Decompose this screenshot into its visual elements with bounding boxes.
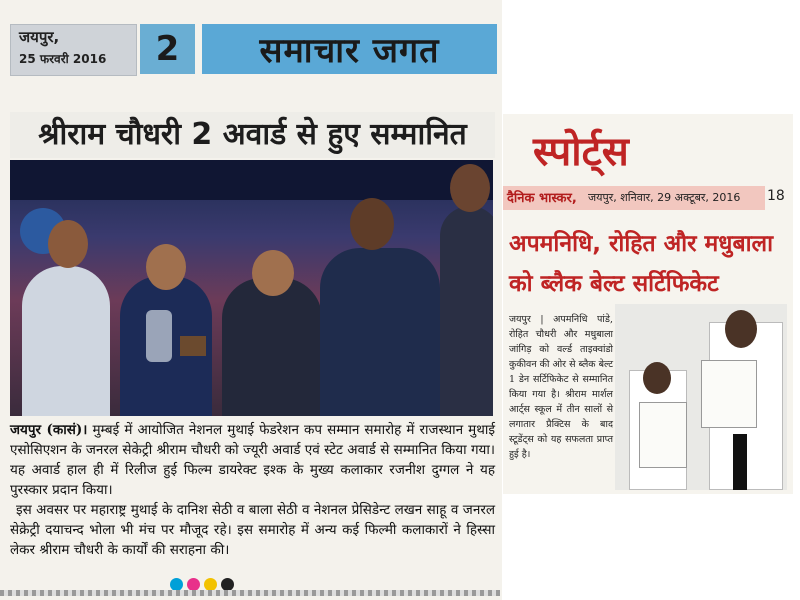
sports-headline: अपमनिधि, रोहित और मधुबाला को ब्लैक बेल्ट सर्टिफिकेट [509, 231, 774, 297]
newspaper-clipping-sports [503, 114, 793, 494]
bottom-rule [0, 590, 500, 596]
award-plaque [180, 336, 206, 356]
person-head [252, 250, 294, 296]
trophy-icon [146, 310, 172, 362]
paragraph-2: इस अवसर पर महाराष्ट्र मुथाई के दानिश सेठी व बाला सेठी व नेशनल प्रेसिडेन्ट लखन साहू व जनरल सेक्रेट्री दयाचन्द भोला भी मंच पर मौजूद रहे। इस समारोह में अन्य कई फिल्मी कलाकारों ने हिस्सा लेकर श्रीराम चौधरी के कार्यों की सराहना की। [10, 502, 495, 558]
person-figure [222, 278, 322, 416]
black-belt-photo [615, 304, 787, 490]
page-number: 2 [140, 24, 195, 74]
sports-article-body: जयपुर | अपमनिधि पांडे, रोहित चौधरी और मधुबाला जांगिड़ को वर्ल्ड ताइक्वांडो कुकीवन की ओर से ब्लैक बेल्ट 1 डेन सर्टिफिकेट से सम्मानित किया गया है। श्रीराम मार्शल आर्ट्स स्कूल में तीन सालों से लगातार प्रैक्टिस के बाद स्टूडेंट्स को यह सफलता प्राप्त हुई है। [509, 314, 613, 460]
student-head [725, 310, 757, 348]
person-figure [22, 266, 110, 416]
dateline: जयपुर, शनिवार, 29 अक्टूबर, 2016 [588, 191, 741, 204]
masthead-date-box [10, 24, 137, 76]
certificate [639, 402, 687, 468]
person-figure [320, 248, 440, 416]
sports-dateline-bar [503, 186, 765, 210]
person-head [48, 220, 88, 268]
masthead [0, 10, 502, 82]
student-head [643, 362, 671, 394]
person-head [146, 244, 186, 290]
person-head [350, 198, 394, 250]
masthead-city: जयपुर, [19, 28, 60, 46]
sports-page-number: 18 [767, 188, 785, 204]
paragraph-1 [10, 420, 495, 500]
person-head [450, 164, 490, 212]
article-lead: जयपुर (कासं)। [10, 422, 88, 438]
black-belt [733, 434, 747, 490]
sports-section-title: स्पोर्ट्स [533, 129, 629, 175]
paper-name: दैनिक भास्कर, [507, 191, 577, 206]
person-figure [440, 206, 493, 416]
award-ceremony-photo [10, 160, 493, 416]
masthead-date: 25 फरवरी 2016 [19, 52, 107, 66]
section-title: समाचार जगत [202, 24, 497, 74]
paragraph-1-text: मुम्बई में आयोजित नेशनल मुथाई फेडरेशन कप सम्मान समारोह में राजस्थान मुथाई एसोसिएशन के जनरल सेकेट्री श्रीराम चौधरी को ज्यूरी अवार्ड एवं स्टेट अवार्ड से सम्मानित किया गया। यह अवार्ड हाल ही में रिलीज हुई फिल्म डायरेक्ट इश्क के मुख्य कलाकार रजनीश दुग्गल ने यह पुरस्कार प्रदान किया। [10, 422, 496, 498]
article-body [10, 420, 495, 560]
article-headline: श्रीराम चौधरी 2 अवार्ड से हुए सम्मानित [10, 112, 495, 158]
stage-banner [10, 160, 493, 200]
certificate [701, 360, 757, 428]
